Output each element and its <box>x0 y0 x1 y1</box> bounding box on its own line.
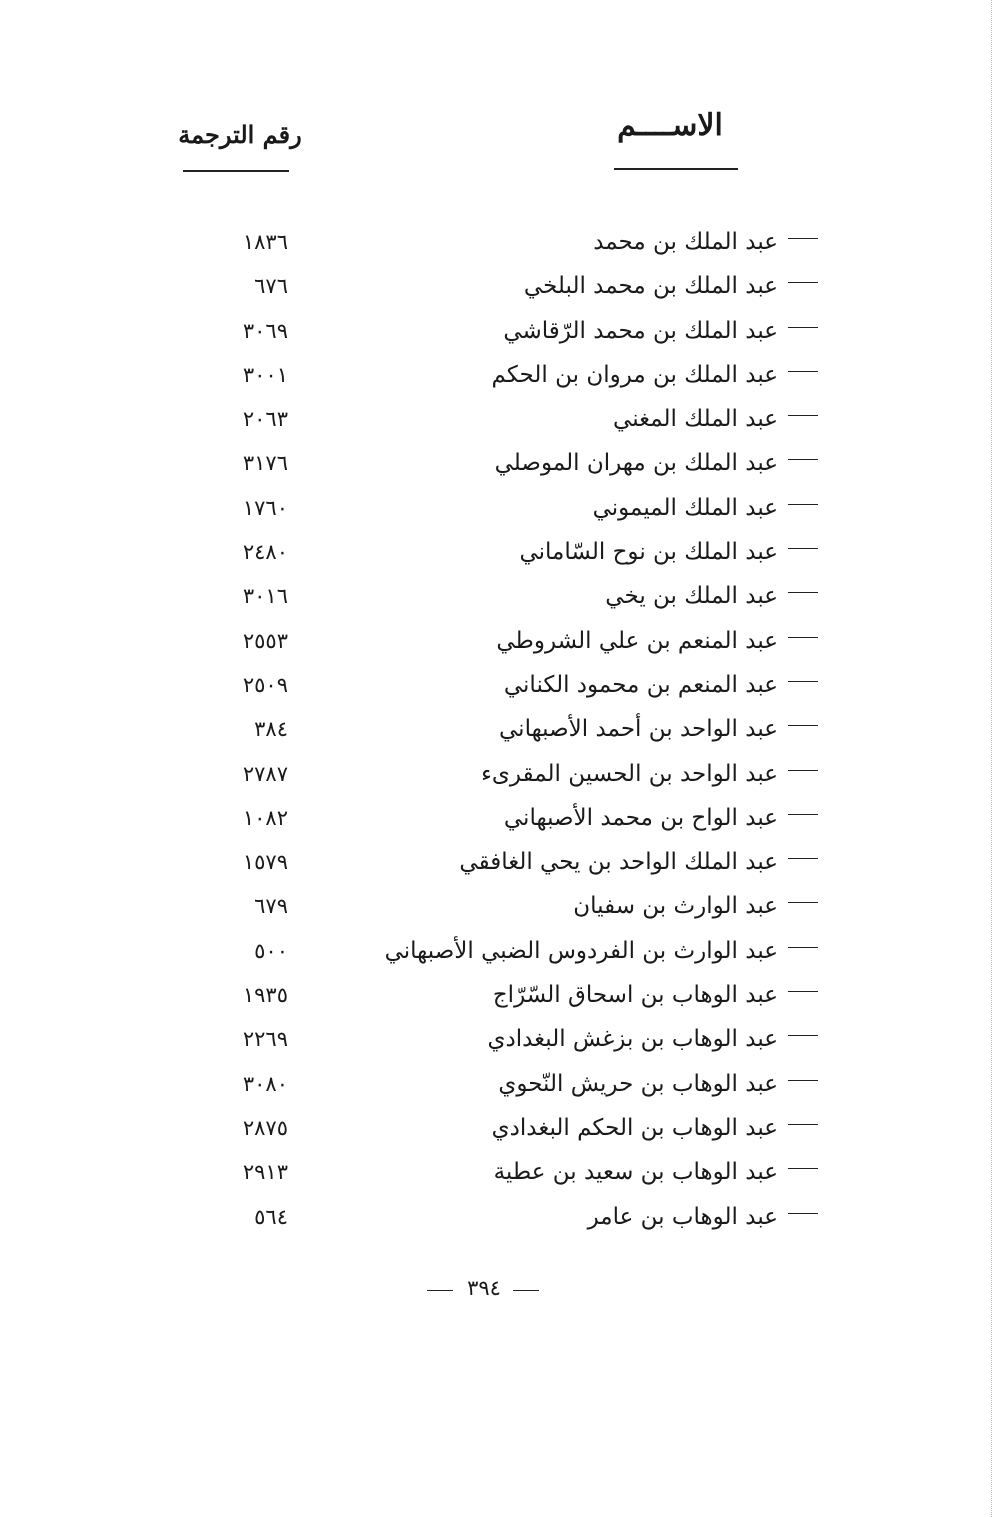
page-number: ٣٩٤ <box>467 1276 501 1300</box>
index-entry <box>0 441 1006 485</box>
entry-biography-number: ١٠٨٢ <box>242 805 288 830</box>
entry-name: عبد الملك بن نوح السّاماني <box>519 539 778 566</box>
name-header-underline <box>614 168 738 170</box>
entry-dash <box>788 858 818 859</box>
index-entry <box>0 1106 1006 1150</box>
entry-dash <box>788 1080 818 1081</box>
index-entry <box>0 530 1006 574</box>
footer-dash-left <box>427 1290 453 1291</box>
entry-dash <box>788 814 818 815</box>
index-entry <box>0 397 1006 441</box>
page-footer <box>403 1268 603 1308</box>
entry-dash <box>788 371 818 372</box>
index-entry <box>0 264 1006 308</box>
index-entry <box>0 353 1006 397</box>
entry-dash <box>788 1168 818 1169</box>
entry-name: عبد الوهاب بن عامر <box>587 1203 778 1230</box>
entry-dash <box>788 1035 818 1036</box>
index-entry <box>0 486 1006 530</box>
index-entry <box>0 796 1006 840</box>
entry-biography-number: ٦٧٦ <box>254 274 288 299</box>
name-column-header: الاســــم <box>617 108 723 143</box>
entry-name: عبد الواحد بن الحسين المقرىء <box>481 760 778 787</box>
index-entry <box>0 220 1006 264</box>
index-entry <box>0 707 1006 751</box>
entry-biography-number: ٢٧٨٧ <box>242 761 288 786</box>
entry-name: عبد الوهاب بن الحكم البغدادي <box>491 1114 778 1141</box>
index-entry <box>0 619 1006 663</box>
entry-biography-number: ٣٨٤ <box>254 717 288 742</box>
entry-name: عبد الوهاب بن اسحاق السّرّاج <box>492 982 778 1009</box>
entry-dash <box>788 415 818 416</box>
entry-biography-number: ٢٩١٣ <box>242 1160 288 1185</box>
entry-name: عبد المنعم بن علي الشروطي <box>496 627 778 654</box>
entry-biography-number: ١٩٣٥ <box>242 983 288 1008</box>
entry-name: عبد الملك المغني <box>613 406 778 433</box>
entry-name: عبد الملك بن مهران الموصلي <box>494 450 778 477</box>
entry-name: عبد الوهاب بن بزغش البغدادي <box>487 1026 778 1053</box>
entry-name: عبد الملك بن محمد الرّقاشي <box>503 317 778 344</box>
entry-biography-number: ٥٠٠ <box>254 938 288 963</box>
entry-dash <box>788 770 818 771</box>
entry-biography-number: ٢٥٥٣ <box>242 628 288 653</box>
index-entry-list <box>0 220 1006 1239</box>
entry-biography-number: ٢٢٦٩ <box>242 1027 288 1052</box>
entry-biography-number: ٣١٧٦ <box>242 451 288 476</box>
entry-dash <box>788 725 818 726</box>
entry-biography-number: ٣٠٠١ <box>242 362 288 387</box>
entry-dash <box>788 548 818 549</box>
index-entry <box>0 1017 1006 1061</box>
entry-biography-number: ١٧٦٠ <box>242 495 288 520</box>
entry-dash <box>788 637 818 638</box>
entry-biography-number: ٦٧٩ <box>254 894 288 919</box>
entry-name: عبد الوهاب بن حريش النّحوي <box>498 1070 778 1097</box>
index-entry <box>0 973 1006 1017</box>
entry-name: عبد الوهاب بن سعيد بن عطية <box>493 1159 778 1186</box>
entry-dash <box>788 902 818 903</box>
entry-name: عبد الملك بن محمد <box>593 229 778 255</box>
entry-dash <box>788 238 818 239</box>
entry-dash <box>788 991 818 992</box>
index-entry <box>0 884 1006 928</box>
entry-dash <box>788 1124 818 1125</box>
index-entry <box>0 752 1006 796</box>
entry-biography-number: ٣٠٦٩ <box>242 318 288 343</box>
entry-name: عبد الواح بن محمد الأصبهاني <box>503 804 778 831</box>
entry-name: عبد الملك بن مروان بن الحكم <box>491 361 778 388</box>
number-column-header: رقم الترجمة <box>178 120 302 149</box>
index-entry <box>0 663 1006 707</box>
entry-name: عبد الواحد بن أحمد الأصبهاني <box>499 716 778 743</box>
index-entry <box>0 574 1006 618</box>
entry-biography-number: ٥٦٤ <box>254 1204 288 1229</box>
entry-biography-number: ٢٥٠٩ <box>242 672 288 697</box>
entry-dash <box>788 504 818 505</box>
entry-biography-number: ١٥٧٩ <box>242 850 288 875</box>
entry-name: عبد الوارث بن سفيان <box>573 893 778 920</box>
entry-biography-number: ٢٠٦٣ <box>242 407 288 432</box>
entry-dash <box>788 592 818 593</box>
entry-dash <box>788 327 818 328</box>
index-entry <box>0 309 1006 353</box>
entry-biography-number: ١٨٣٦ <box>242 230 288 254</box>
entry-dash <box>788 681 818 682</box>
index-entry <box>0 1062 1006 1106</box>
entry-dash <box>788 282 818 283</box>
entry-name: عبد الوارث بن الفردوس الضبي الأصبهاني <box>384 937 778 964</box>
index-entry <box>0 929 1006 973</box>
entry-biography-number: ٣٠١٦ <box>242 584 288 609</box>
entry-name: عبد الملك بن محمد البلخي <box>523 273 778 300</box>
entry-dash <box>788 1213 818 1214</box>
entry-name: عبد المنعم بن محمود الكناني <box>503 671 778 698</box>
entry-name: عبد الملك الميموني <box>592 494 778 521</box>
index-entry <box>0 1150 1006 1194</box>
entry-name: عبد الملك بن يخي <box>605 583 778 610</box>
entry-biography-number: ٢٤٨٠ <box>242 540 288 565</box>
footer-dash-right <box>513 1290 539 1291</box>
entry-biography-number: ٢٨٧٥ <box>242 1115 288 1140</box>
number-header-underline <box>183 170 289 172</box>
entry-dash <box>788 459 818 460</box>
entry-biography-number: ٣٠٨٠ <box>242 1071 288 1096</box>
entry-name: عبد الملك الواحد بن يحي الغافقي <box>459 849 778 876</box>
index-entry <box>0 1195 1006 1239</box>
entry-dash <box>788 947 818 948</box>
index-entry <box>0 840 1006 884</box>
